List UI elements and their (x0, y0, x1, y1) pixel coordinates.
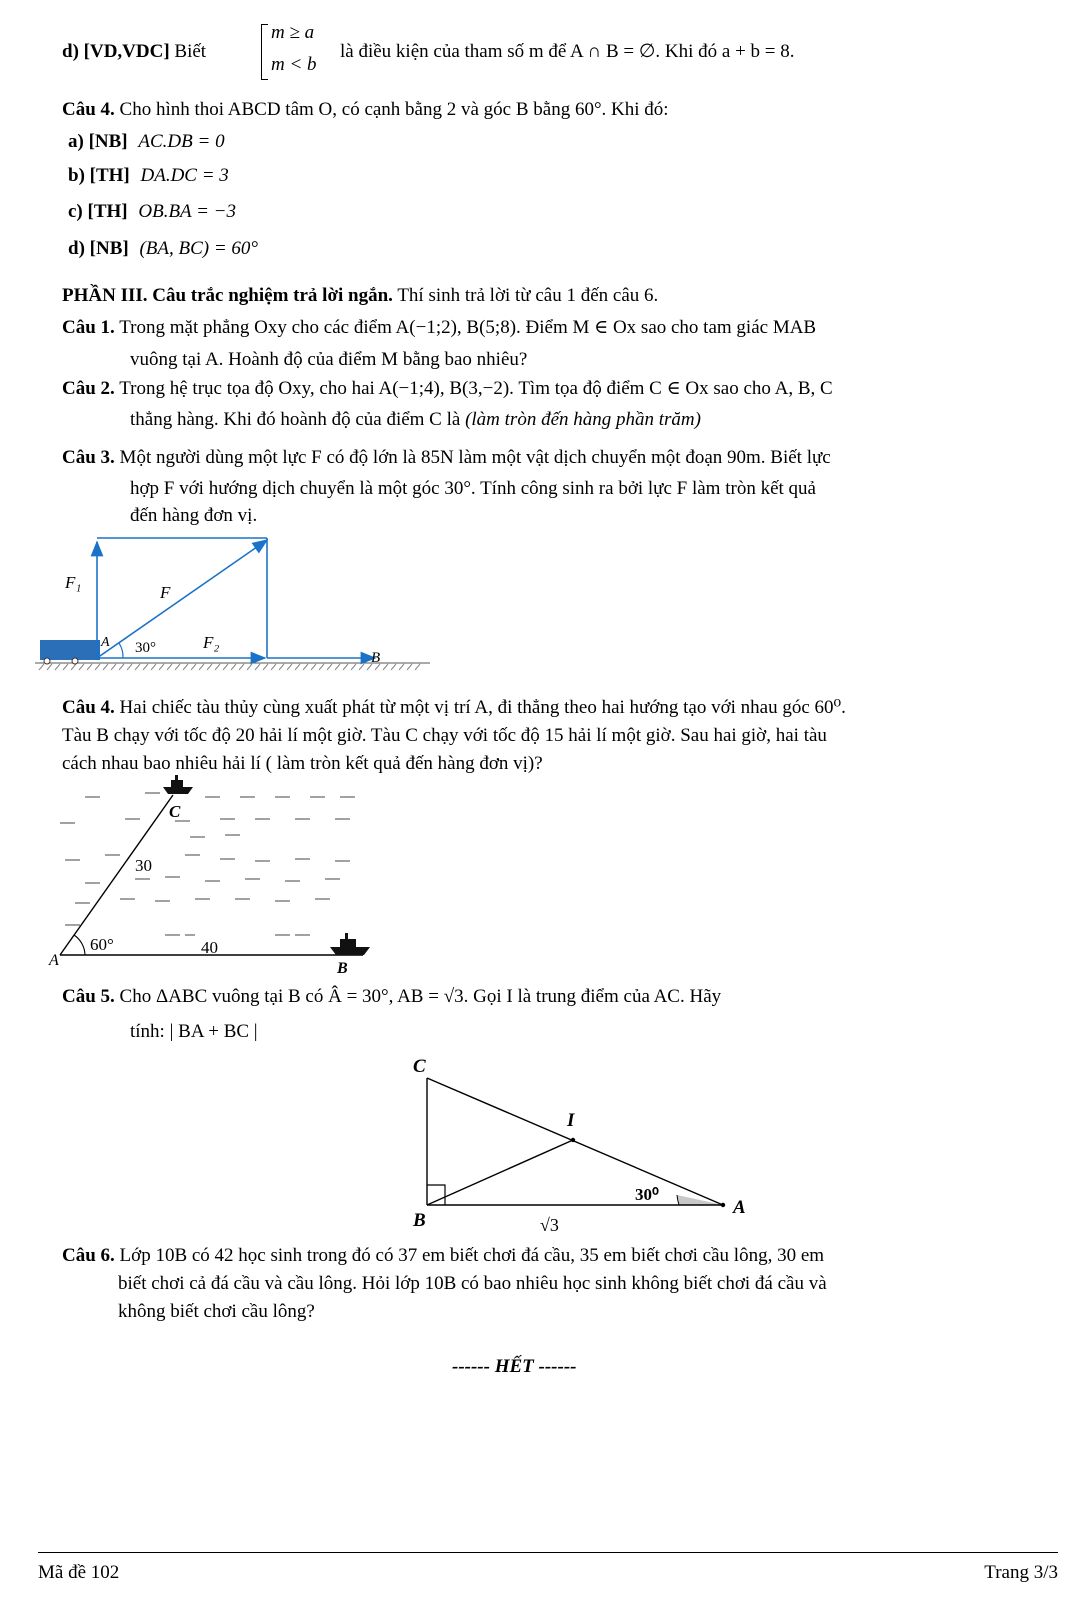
c5-line2: tính: | BA + BC | (130, 1021, 258, 1042)
c2-line1 (62, 377, 833, 401)
label-a: A (101, 635, 110, 650)
q4-item-b-lead: b) [TH] (68, 165, 130, 186)
c2-note: (làm tròn đến hàng phần trăm) (465, 409, 701, 430)
q3d-text2: là điều kiện của tham số m để A ∩ B = ∅. Khi đó a + b = 8. (340, 41, 795, 62)
part3-desc: Thí sinh trả lời từ câu 1 đến câu 6. (397, 285, 659, 306)
q4-text: Cho hình thoi ABCD tâm O, có cạnh bằng 2 và góc B bằng 60°. Khi đó: (119, 99, 669, 120)
c4-line3: cách nhau bao nhiêu hải lí ( làm tròn kết quả đến hàng đơn vị)? (62, 753, 543, 774)
q4-item-b-expr: DA.DC = 3 (140, 165, 229, 186)
c1-label: Câu 1. (62, 317, 115, 338)
cart-wheel (44, 658, 50, 664)
system-row-2: m < b (271, 54, 317, 75)
c2-text1: Trong hệ trục tọa độ Oxy, cho hai A(−1;4), B(3,−2). Tìm tọa độ điểm C ∈ Ox sao cho A, B, C (119, 378, 833, 399)
c2-line2 (130, 408, 701, 432)
angle-60-arc (74, 935, 85, 955)
c4-label: Câu 4. (62, 697, 115, 718)
ship-label-b: B (337, 960, 348, 975)
water-dashes (60, 793, 355, 935)
c6-line3: không biết chơi cầu lông? (118, 1301, 315, 1322)
point-i-dot (571, 1138, 575, 1142)
label-b: B (371, 650, 381, 666)
q4-item-b (68, 164, 229, 188)
q4-item-c-expr: OB.BA = −3 (138, 201, 236, 222)
q3d-text1: Biết (174, 41, 207, 62)
label-30: 30° (135, 640, 156, 656)
ship-b-icon (330, 933, 370, 955)
c1-text1: Trong mặt phẳng Oxy cho các điểm A(−1;2), B(5;8). Điểm M ∈ Ox sao cho tam giác MAB (119, 317, 817, 338)
c2-label: Câu 2. (62, 378, 115, 399)
dist-label-30: 30 (135, 856, 152, 875)
vector-f (97, 540, 267, 658)
part3-title: PHẦN III. Câu trắc nghiệm trả lời ngắn. (62, 285, 393, 306)
ship-figure (45, 775, 385, 975)
exam-code: Mã đề 102 (38, 1562, 120, 1583)
point-a-dot (721, 1203, 725, 1207)
median-bi (427, 1140, 573, 1205)
path-ac (60, 795, 173, 955)
c5-line1 (62, 985, 721, 1009)
vertex-label-a: A (733, 1197, 746, 1218)
part3-heading (62, 284, 658, 308)
c6-line1 (62, 1244, 824, 1268)
q4-item-a-expr: AC.DB = 0 (138, 131, 225, 152)
c3-line1 (62, 446, 831, 470)
angle-shade (677, 1195, 723, 1205)
c3-line2: hợp F với hướng dịch chuyển là một góc 30°. Tính công sinh ra bởi lực F làm tròn kết quả (130, 478, 816, 499)
cart-wheel (72, 658, 78, 664)
angle-label: 30⁰ (635, 1185, 659, 1204)
label-f2: F₂ (203, 633, 220, 652)
c4-line2: Tàu B chạy với tốc độ 20 hải lí một giờ. Tàu C chạy với tốc độ 15 hải lí một giờ. Sau hai giờ, hai tàu (62, 725, 827, 746)
dist-label-40: 40 (201, 938, 218, 957)
force-figure (35, 530, 430, 680)
angle-label-60: 60° (90, 935, 114, 954)
c6-line2: biết chơi cả đá cầu và cầu lông. Hỏi lớp 10B có bao nhiêu học sinh không biết chơi đá cầu và (118, 1273, 827, 1294)
c4-text1: Hai chiếc tàu thủy cùng xuất phát từ một vị trí A, đi thẳng theo hai hướng tạo với nhau góc 60⁰. (119, 697, 846, 718)
label-f: F (160, 583, 171, 602)
q4-label: Câu 4. (62, 99, 115, 120)
c2-text2: thẳng hàng. Khi đó hoành độ của điểm C là (130, 409, 461, 430)
c3-text1: Một người dùng một lực F có độ lớn là 85N làm một vật dịch chuyển một đoạn 90m. Biết lực (119, 447, 831, 468)
c4-line1 (62, 696, 846, 720)
end-marker: ------ HẾT ------ (452, 1356, 577, 1377)
q3d-lead: d) [VD,VDC] (62, 41, 170, 62)
label-f1: F₁ (65, 573, 82, 592)
q4-item-a-lead: a) [NB] (68, 131, 128, 152)
right-angle-mark (427, 1185, 445, 1205)
q3d-line (62, 40, 206, 64)
system-row-1: m ≥ a (271, 22, 315, 43)
c1-line1 (62, 316, 816, 340)
q4-item-a (68, 130, 225, 154)
vertex-label-i: I (567, 1110, 575, 1131)
q4-item-c (68, 200, 236, 224)
c3-label: Câu 3. (62, 447, 115, 468)
side-label-ab: √3 (540, 1215, 559, 1235)
vertex-label-c: C (413, 1056, 426, 1077)
ship-label-c: C (169, 802, 181, 821)
condition-system (261, 22, 331, 82)
point-label-a: A (49, 952, 59, 969)
q4-item-d-lead: d) [NB] (68, 238, 129, 259)
vertex-label-b: B (413, 1210, 426, 1231)
ship-c-icon (163, 775, 193, 794)
q4-line (62, 98, 669, 122)
angle-arc (119, 643, 123, 658)
q4-item-d (68, 237, 258, 261)
triangle-figure (405, 1050, 765, 1240)
page-number: Trang 3/3 (984, 1562, 1058, 1583)
q4-item-c-lead: c) [TH] (68, 201, 128, 222)
c6-text1: Lớp 10B có 42 học sinh trong đó có 37 em biết chơi đá cầu, 35 em biết chơi cầu lông, 30 em (119, 1245, 825, 1266)
c1-line2: vuông tại A. Hoành độ của điểm M bằng bao nhiêu? (130, 349, 528, 370)
ground-hatch (39, 664, 420, 670)
footer-rule (38, 1552, 1058, 1553)
c5-label: Câu 5. (62, 986, 115, 1007)
system-bracket (261, 24, 268, 80)
c3-line3: đến hàng đơn vị. (130, 505, 258, 526)
cart-block (40, 640, 100, 660)
c5-text1: Cho ΔABC vuông tại B có Â = 30°, AB = √3. Gọi I là trung điểm của AC. Hãy (119, 986, 722, 1007)
c6-label: Câu 6. (62, 1245, 115, 1266)
q4-item-d-expr: (BA, BC) = 60° (139, 238, 259, 259)
